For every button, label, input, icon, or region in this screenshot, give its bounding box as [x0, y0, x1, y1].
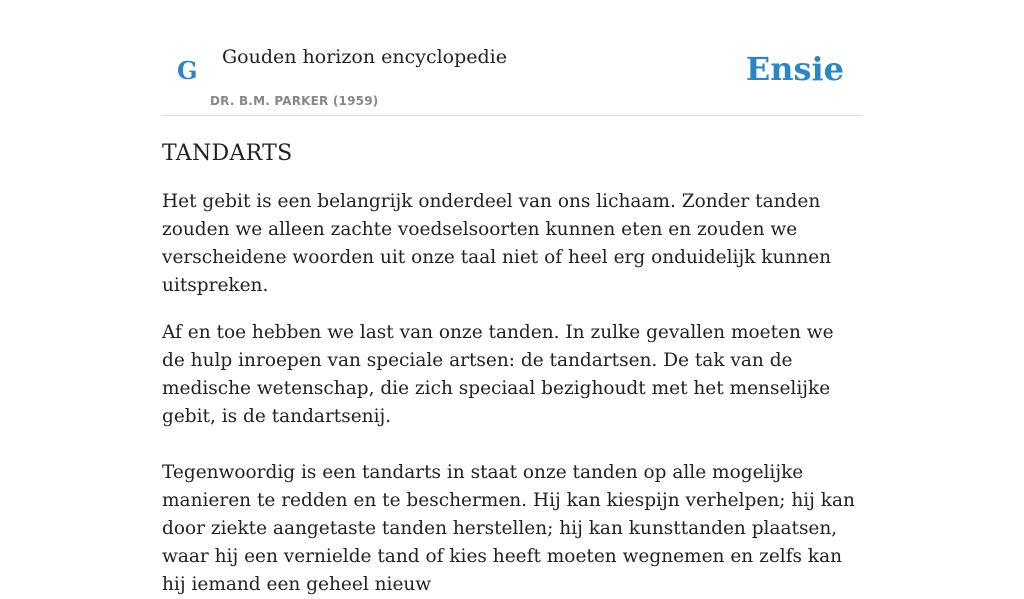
entry-content	[162, 188, 862, 599]
ensie-logo-link[interactable]: Ensie	[745, 50, 844, 88]
entry-title: TANDARTS	[162, 141, 293, 166]
entry-paragraph: Het gebit is een belangrijk onderdeel van ons lichaam. Zonder tanden zouden we alleen zachte voedselsoorten kunnen eten en zouden we verscheidene woorden uit onze taal niet of heel erg onduidelijk kunnen uitspreken.	[162, 191, 832, 296]
entry-paragraph: Af en toe hebben we last van onze tanden. In zulke gevallen moeten we de hulp inroepen van speciale artsen: de tandartsen. De tak van de medische wetenschap, die zich speciaal bezighoudt met het menselijke gebit, is de tandartsenij.	[162, 322, 834, 427]
entry-paragraph: Tegenwoordig is een tandarts in staat onze tanden op alle mogelijke manieren te redden en te beschermen. Hij kan kiespijn verhelpen; hij kan door ziekte aangetaste tanden herstellen; hij kan kunsttanden plaatsen, waar hij een vernielde tand of kies heeft moeten wegnemen en zelfs kan hij iemand een geheel nieuw	[162, 462, 855, 595]
source-title[interactable]: Gouden horizon encyclopedie	[222, 46, 507, 68]
source-header	[162, 0, 862, 116]
source-author: DR. B.M. PARKER (1959)	[210, 94, 379, 108]
page	[162, 0, 862, 599]
source-logo-icon[interactable]: G	[177, 56, 198, 85]
